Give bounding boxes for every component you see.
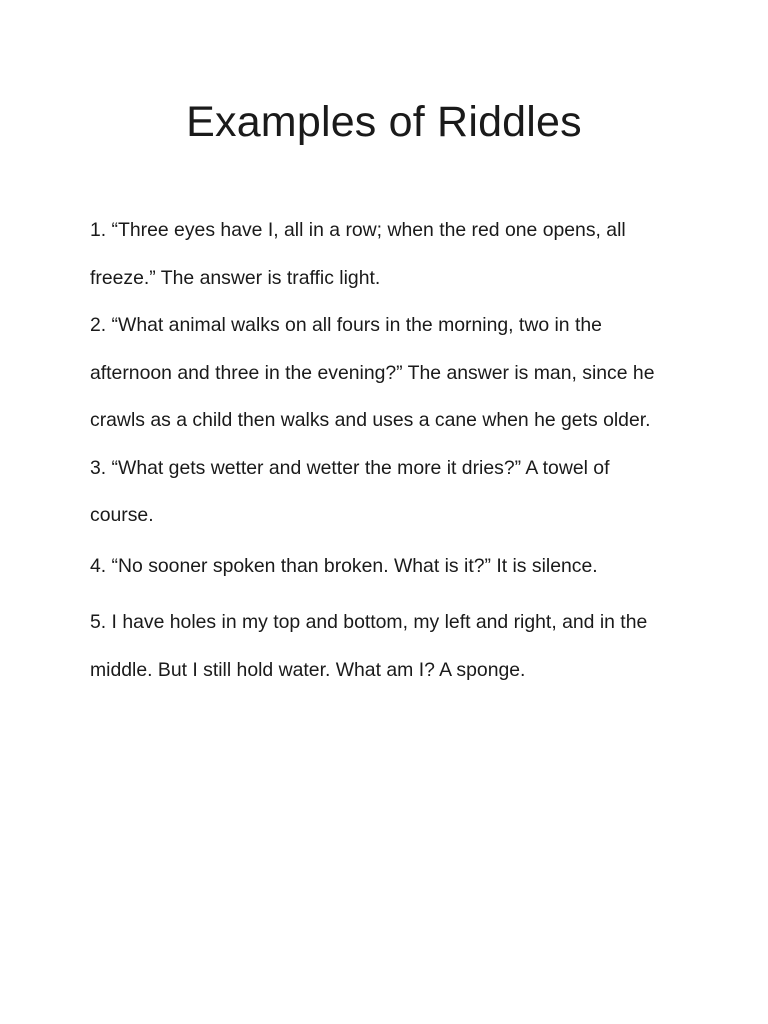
riddle-2-line-1: 2. “What animal walks on all fours in the morning, two in the (90, 314, 602, 336)
riddle-3-line-1: 3. “What gets wetter and wetter the more it dries?” A towel of (90, 456, 610, 479)
riddle-1-line-1: 1. “Three eyes have I, all in a row; when the red one opens, all (90, 219, 626, 241)
riddle-4-line-1: 4. “No sooner spoken than broken. What is it?” It is silence. (90, 554, 598, 577)
riddle-list (90, 207, 730, 694)
riddle-2-line-3: crawls as a child then walks and uses a cane when he gets older. (90, 409, 651, 431)
riddle-3-line-2: course. (90, 504, 154, 526)
riddle-5-line-2: middle. But I still hold water. What am I? A sponge. (90, 658, 526, 681)
riddle-item-1 (90, 207, 730, 302)
riddle-item-2 (90, 302, 730, 445)
page-title: Examples of Riddles (186, 98, 582, 146)
riddle-item-4 (90, 543, 730, 591)
riddle-2-line-2: afternoon and three in the evening?” The answer is man, since he (90, 361, 655, 384)
riddle-item-3 (90, 445, 730, 540)
riddle-item-5 (90, 599, 730, 694)
riddle-1-line-2: freeze.” The answer is traffic light. (90, 266, 381, 289)
riddle-5-line-1: 5. I have holes in my top and bottom, my left and right, and in the (90, 611, 648, 633)
